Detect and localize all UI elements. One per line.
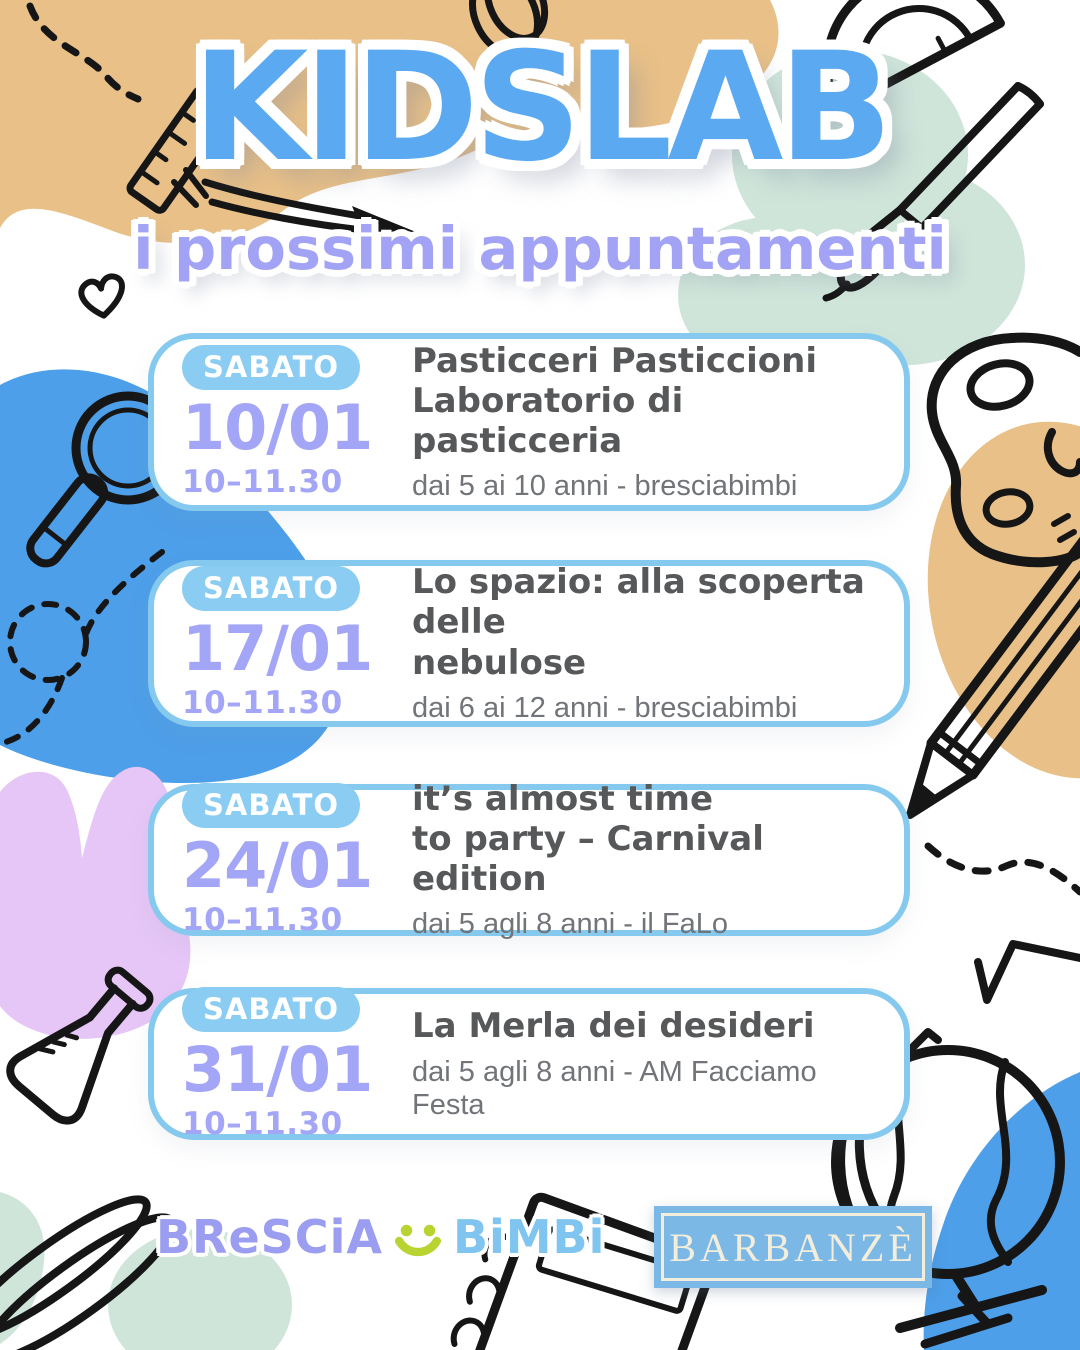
event-details: dai 6 ai 12 anni - bresciabimbi	[412, 691, 798, 724]
event-datetime	[182, 787, 390, 938]
smiley-icon	[395, 1222, 441, 1260]
event-info	[412, 778, 886, 941]
event-title	[412, 779, 886, 899]
brescia-word: BReSCiA	[156, 1210, 383, 1264]
event-datetime	[182, 339, 390, 505]
day-badge: SABATO	[182, 987, 360, 1032]
event-date: 24/01	[182, 828, 373, 902]
event-info	[412, 994, 886, 1134]
poster-subtitle: i prossimi appuntamenti	[133, 214, 947, 283]
event-details: dai 5 ai 10 anni - bresciabimbi	[412, 470, 798, 503]
event-details: dai 5 agli 8 anni - AM Facciamo Festa	[412, 1055, 817, 1121]
dashed-wave-doodle	[928, 846, 1080, 892]
event-title	[412, 1006, 886, 1046]
event-card	[148, 778, 910, 941]
event-time: 10–11.30	[182, 901, 343, 938]
event-title-line: Laboratorio di pasticceria	[412, 380, 684, 462]
event-card	[148, 333, 910, 511]
event-info	[412, 339, 886, 505]
event-card	[148, 560, 910, 727]
event-title-line: to party – Carnival edition	[412, 818, 764, 900]
event-date: 31/01	[182, 1032, 373, 1106]
brescia-bimbi-logo	[156, 1210, 605, 1264]
event-datetime	[182, 566, 390, 721]
event-date: 17/01	[182, 612, 373, 685]
barbanze-label: BARBANZÈ	[661, 1213, 925, 1281]
poster-title: KIDSLAB	[192, 21, 888, 195]
event-datetime	[182, 991, 390, 1142]
day-badge: SABATO	[182, 783, 360, 828]
event-date: 10/01	[182, 390, 373, 464]
zigzag-doodle	[978, 944, 1080, 1000]
event-title-line: it’s almost time	[412, 778, 714, 819]
event-title	[412, 562, 886, 682]
event-info	[412, 562, 886, 724]
event-title	[412, 341, 886, 461]
event-title-line: Lo spazio: alla scoperta delle	[412, 562, 865, 643]
bimbi-word: BiMBi	[452, 1210, 606, 1264]
barbanze-logo	[654, 1206, 932, 1288]
day-badge: SABATO	[182, 345, 360, 390]
event-title-line: Pasticceri Pasticcioni	[412, 340, 817, 381]
day-badge: SABATO	[182, 566, 360, 611]
event-title-line: La Merla dei desideri	[412, 1006, 815, 1047]
event-title-line: nebulose	[412, 642, 587, 683]
event-time: 10–11.30	[182, 463, 343, 500]
event-time: 10–11.30	[182, 1105, 343, 1142]
event-details: dai 5 agli 8 anni - il FaLo	[412, 908, 728, 941]
event-card	[148, 988, 910, 1140]
event-time: 10–11.30	[182, 685, 343, 721]
